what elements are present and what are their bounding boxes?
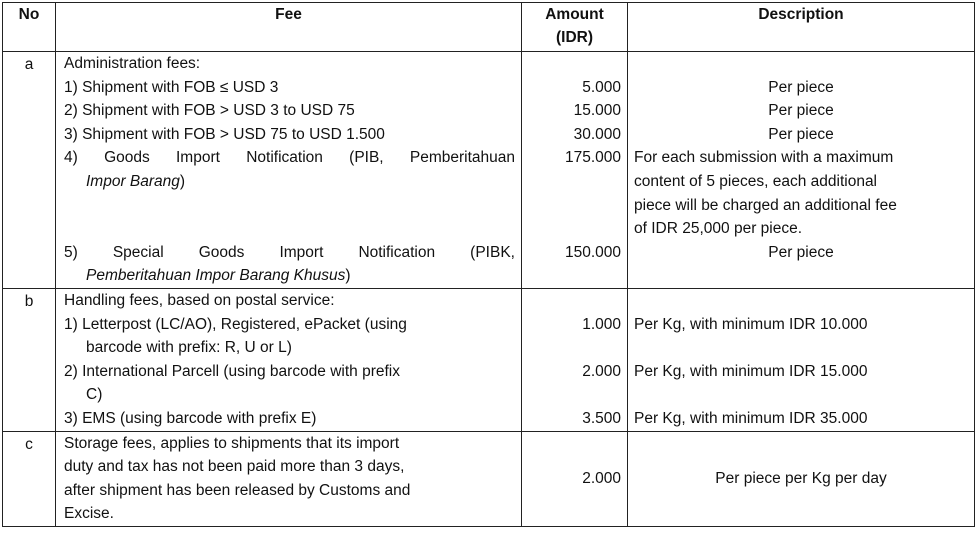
section-b-title: Handling fees, based on postal service: <box>64 291 335 309</box>
description-cell-b <box>628 288 975 431</box>
table-row-section-b <box>3 288 975 431</box>
header-amount-line2: (IDR) <box>555 29 594 46</box>
a-item4-word: Import <box>176 149 220 167</box>
a-item2-amount: 15.000 <box>573 102 621 120</box>
header-amount-line1: Amount <box>545 6 604 23</box>
a-item5-amount: 150.000 <box>564 243 621 261</box>
a-item5-fee-italic: Pemberitahuan Impor Barang Khusus <box>86 267 346 285</box>
row-no-a: a <box>3 52 56 289</box>
b-item3-amount: 3.500 <box>582 409 621 427</box>
a-item1-amount: 5.000 <box>582 78 621 96</box>
header-no: No <box>3 3 56 52</box>
section-a-title: Administration fees: <box>64 55 201 72</box>
a-item4-word: Notification <box>246 149 323 167</box>
fee-cell-a <box>56 52 522 289</box>
c-fee-line1: Storage fees, applies to shipments that its import <box>64 434 400 452</box>
amount-cell-a <box>522 52 628 289</box>
header-amount <box>522 3 628 52</box>
row-no-b: b <box>3 288 56 431</box>
a-item2-desc: Per piece <box>768 102 834 120</box>
a-item5-word: Import <box>279 243 324 261</box>
a-item4-fee-line1 <box>56 146 521 170</box>
b-item3-fee: 3) EMS (using barcode with prefix E) <box>64 409 317 427</box>
a-item4-word: (PIB, <box>349 149 384 167</box>
a-item4-amount: 175.000 <box>564 149 621 167</box>
a-item3-fee: 3) Shipment with FOB > USD 75 to USD 1.500 <box>64 125 385 143</box>
a-item5-word: Special <box>112 243 164 261</box>
a-item5-fee-line2: Pemberitahuan Impor Barang Khusus) <box>86 267 351 285</box>
amount-cell-c <box>522 431 628 526</box>
fee-cell-c <box>56 431 522 526</box>
a-item4-word: Pemberitahuan <box>409 149 515 167</box>
fee-cell-b <box>56 288 522 431</box>
a-item4-word: Goods <box>104 149 150 167</box>
a-item4-desc-line2: content of 5 pieces, each additional <box>634 172 878 190</box>
b-item1-fee-line2: barcode with prefix: R, U or L) <box>86 339 292 357</box>
a-item4-fee-italic: Impor Barang <box>86 172 180 190</box>
header-description: Description <box>628 3 975 52</box>
table-row-section-c <box>3 431 975 526</box>
b-item2-amount: 2.000 <box>582 362 621 380</box>
description-cell-c <box>628 431 975 526</box>
a-item4-desc-line4: of IDR 25,000 per piece. <box>634 220 803 238</box>
c-desc: Per piece per Kg per day <box>715 469 887 487</box>
a-item1-desc: Per piece <box>768 78 834 96</box>
b-item2-desc: Per Kg, with minimum IDR 15.000 <box>634 362 868 380</box>
a-item4-word: 4) <box>64 149 78 167</box>
a-item3-desc: Per piece <box>768 125 834 143</box>
a-item5-fee-line1 <box>56 241 521 265</box>
a-item4-desc-line3: piece will be charged an additional fee <box>634 196 897 214</box>
fee-table <box>2 2 975 527</box>
a-item2-fee: 2) Shipment with FOB > USD 3 to USD 75 <box>64 102 355 120</box>
c-amount: 2.000 <box>582 469 621 487</box>
c-fee-line4: Excise. <box>64 505 114 523</box>
a-item4-desc-line1: For each submission with a maximum <box>634 149 894 167</box>
a-item1-fee: 1) Shipment with FOB ≤ USD 3 <box>64 78 279 96</box>
a-item5-desc: Per piece <box>768 243 834 261</box>
b-item1-fee-line1: 1) Letterpost (LC/AO), Registered, ePacket (using <box>64 315 407 333</box>
b-item3-desc: Per Kg, with minimum IDR 35.000 <box>634 409 868 427</box>
a-item5-word: Notification <box>358 243 436 261</box>
header-fee: Fee <box>56 3 522 52</box>
b-item1-desc: Per Kg, with minimum IDR 10.000 <box>634 315 868 333</box>
header-row <box>3 3 975 52</box>
row-no-c: c <box>3 431 56 526</box>
description-cell-a <box>628 52 975 289</box>
a-item4-fee-line2: Impor Barang) <box>86 172 186 190</box>
a-item5-word: Goods <box>198 243 245 261</box>
table-row-section-a <box>3 52 975 289</box>
amount-cell-b <box>522 288 628 431</box>
c-fee-line3: after shipment has been released by Customs and <box>64 481 411 499</box>
b-item1-amount: 1.000 <box>582 315 621 333</box>
a-item5-word: (PIBK, <box>470 243 515 261</box>
a-item5-word: 5) <box>64 243 78 261</box>
b-item2-fee-line2: C) <box>86 386 103 404</box>
b-item2-fee-line1: 2) International Parcell (using barcode with prefix <box>64 362 401 380</box>
c-fee-line2: duty and tax has not been paid more than 3 days, <box>64 458 405 476</box>
a-item3-amount: 30.000 <box>573 125 621 143</box>
